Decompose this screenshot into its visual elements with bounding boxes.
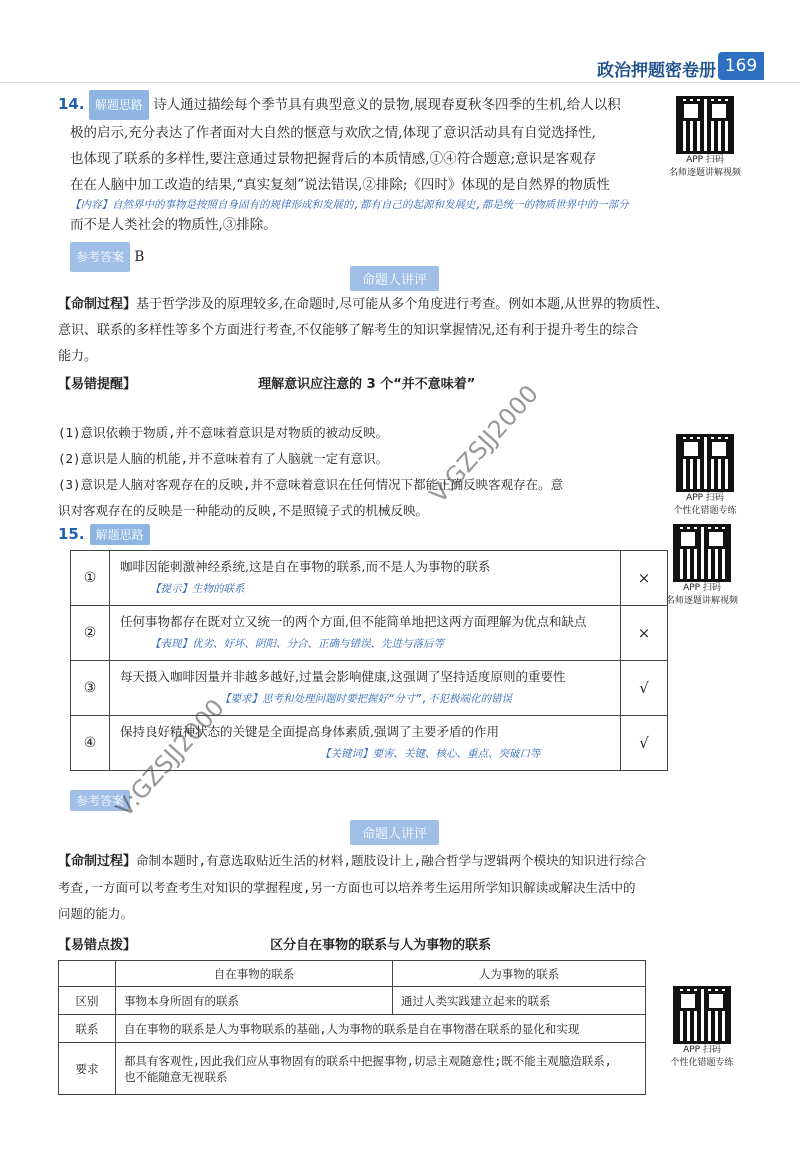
q14-line1: 诗人通过描绘每个季节具有典型意义的景物,展现春夏秋冬四季的生机,给人以积	[153, 97, 621, 113]
tip-list-1	[58, 420, 648, 524]
row-mark: ×	[621, 551, 668, 606]
row-note: 【提示】生物的联系	[150, 583, 245, 595]
process-label: 【命制过程】	[58, 854, 137, 869]
row-mark: √	[621, 716, 668, 771]
table-row	[59, 1015, 646, 1043]
tip-item: (1)意识依赖于物质,并不意味着意识是对物质的被动反映。	[58, 425, 389, 440]
tip-title: 理解意识应注意的 3 个“并不意味着”	[258, 377, 476, 392]
row-text: 也不能随意无视联系	[124, 1069, 228, 1084]
row-text: 咖啡因能刺激神经系统,这是自在事物的联系,而不是人为事物的联系	[120, 559, 491, 574]
row-cell	[116, 1043, 646, 1095]
process-line3: 问题的能力。	[58, 906, 134, 921]
row-label: 要求	[59, 1043, 116, 1095]
tip2-heading	[58, 934, 748, 953]
table-row	[71, 606, 668, 661]
qr-caption-sub: 个性化错题专练	[673, 506, 737, 516]
table-row	[59, 961, 646, 987]
q14-line3: 也体现了联系的多样性,要注意通过景物把握背后的本质情感,①④符合题意;意识是客观存	[70, 151, 597, 167]
process-line1: 基于哲学涉及的原理较多,在命题时,尽可能从多个角度进行考查。例如本题,从世界的物质性、	[136, 297, 669, 312]
row-cell: 自在事物的联系是人为事物联系的基础,人为事物的联系是自在事物潜在联系的显化和实现	[116, 1015, 646, 1043]
q14-answer-tag: 参考答案	[70, 242, 130, 272]
header-divider	[0, 82, 800, 83]
q15-heading	[58, 524, 150, 545]
row-number: ①	[71, 551, 110, 606]
qr-caption: APP 扫码	[686, 155, 724, 165]
q14-line5: 而不是人类社会的物质性,③排除。	[70, 217, 277, 233]
q15-tag: 解题思路	[90, 524, 150, 545]
q15-table	[70, 550, 668, 771]
process-line2: 意识、联系的多样性等多个方面进行考查,不仅能够了解考生的知识掌握情况,还有利于提升考生的综合	[58, 323, 639, 338]
watermark-1: V:GZSJJ2000	[424, 379, 544, 509]
row-note: 【关键词】要害、关键、核心、重点、突破口等	[320, 748, 541, 760]
row-note: 【表现】优劣、好坏、阴阳、分合、正确与错误、先进与落后等	[150, 638, 444, 650]
row-text-cell	[110, 551, 621, 606]
row-text: 任何事物都存在既对立又统一的两个方面,但不能简单地把这两方面理解为优点和缺点	[120, 614, 587, 629]
q14-number: 14.	[58, 95, 85, 113]
row-note: 【要求】思考和处理问题时要把握好“分寸”,不犯极端化的错误	[220, 693, 512, 705]
row-mark: ×	[621, 606, 668, 661]
qr-caption: APP 扫码	[683, 1045, 721, 1055]
table-row	[71, 551, 668, 606]
qr-block-1[interactable]	[668, 96, 742, 180]
qr-block-3[interactable]	[654, 524, 750, 608]
qr-block-2[interactable]	[662, 434, 748, 518]
q14-note: 【内容】自然界中的事物是按照自身固有的规律形成和发展的,都有自己的起源和发展史,都是统一的物质世界中的一部分	[70, 199, 629, 211]
row-number: ②	[71, 606, 110, 661]
watermark-2: V:GZSJJ2000	[110, 693, 230, 823]
process-line2: 考查,一方面可以考查考生对知识的掌握程度,另一方面也可以培养考生运用所学知识解读或解决生活中的	[58, 880, 636, 895]
review1-block	[58, 292, 748, 398]
row-cell: 事物本身所固有的联系	[116, 987, 393, 1015]
review-banner-2: 命题人讲评	[350, 820, 439, 845]
review2-block	[58, 848, 748, 927]
table-row	[59, 1043, 646, 1095]
qr-code-icon[interactable]	[673, 986, 731, 1044]
q14-line4: 在在人脑中加工改造的结果,“真实复刻”说法错误,②排除;《四时》体现的是自然界的物质性	[70, 177, 610, 193]
q15-number: 15.	[58, 525, 85, 543]
qr-caption-sub: 名师逐题讲解视频	[668, 168, 741, 178]
tip-item: (2)意识是人脑的机能,并不意味着有了人脑就一定有意识。	[58, 451, 389, 466]
row-label: 联系	[59, 1015, 116, 1043]
row-text: 保持良好精神状态的关键是全面提高身体素质,强调了主要矛盾的作用	[120, 724, 499, 739]
tip-item: (3)意识是人脑对客观存在的反映,并不意味着意识在任何情况下都能正确反映客观存在。意	[58, 477, 564, 492]
qr-code-icon[interactable]	[676, 434, 734, 492]
qr-caption: APP 扫码	[683, 583, 721, 593]
row-text: 都具有客观性,因此我们应从事物固有的联系中把握事物,切忌主观随意性;既不能主观臆造联系,	[124, 1053, 612, 1068]
header-empty-cell	[59, 961, 116, 987]
qr-code-icon[interactable]	[676, 96, 734, 154]
row-number: ④	[71, 716, 110, 771]
tip-label: 【易错点拨】	[58, 938, 137, 953]
tip-item: 识对客观存在的反映是一种能动的反映,不是照镜子式的机械反映。	[58, 503, 429, 518]
tip-title: 区分自在事物的联系与人为事物的联系	[270, 938, 492, 953]
header-natural: 自在事物的联系	[116, 961, 393, 987]
header-human: 人为事物的联系	[393, 961, 646, 987]
row-number: ③	[71, 661, 110, 716]
q14-answer: B	[134, 249, 145, 265]
qr-caption-sub: 个性化错题专练	[670, 1058, 734, 1068]
row-mark: √	[621, 661, 668, 716]
row-text: 每天摄入咖啡因量并非越多越好,过量会影响健康,这强调了坚持适度原则的重要性	[120, 669, 566, 684]
q14-tag: 解题思路	[89, 90, 149, 120]
qr-code-icon[interactable]	[673, 524, 731, 582]
row-text-cell	[110, 661, 621, 716]
process-line1: 命制本题时,有意选取贴近生活的材料,题肢设计上,融合哲学与逻辑两个模块的知识进行综合	[136, 853, 647, 868]
qr-caption-sub: 名师逐题讲解视频	[665, 596, 738, 606]
q14-block	[58, 90, 658, 272]
table-row	[59, 987, 646, 1015]
process-line3: 能力。	[58, 349, 98, 364]
review-banner-1: 命题人讲评	[350, 266, 439, 291]
row-text-cell	[110, 606, 621, 661]
q14-line2: 极的启示,充分表达了作者面对大自然的惬意与欢欣之情,体现了意识活动具有自觉选择性,	[70, 125, 596, 141]
qr-caption: APP 扫码	[686, 493, 724, 503]
header-title: 政治押题密卷册	[597, 61, 716, 81]
table-row	[71, 661, 668, 716]
q15-answer-tag: 参考答案	[70, 790, 130, 811]
comparison-table	[58, 960, 646, 1095]
page-number: 169	[718, 52, 764, 80]
row-cell: 通过人类实践建立起来的联系	[393, 987, 646, 1015]
row-label: 区别	[59, 987, 116, 1015]
process-label: 【命制过程】	[58, 297, 137, 312]
qr-block-4[interactable]	[654, 986, 750, 1070]
tip-label: 【易错提醒】	[58, 377, 137, 392]
